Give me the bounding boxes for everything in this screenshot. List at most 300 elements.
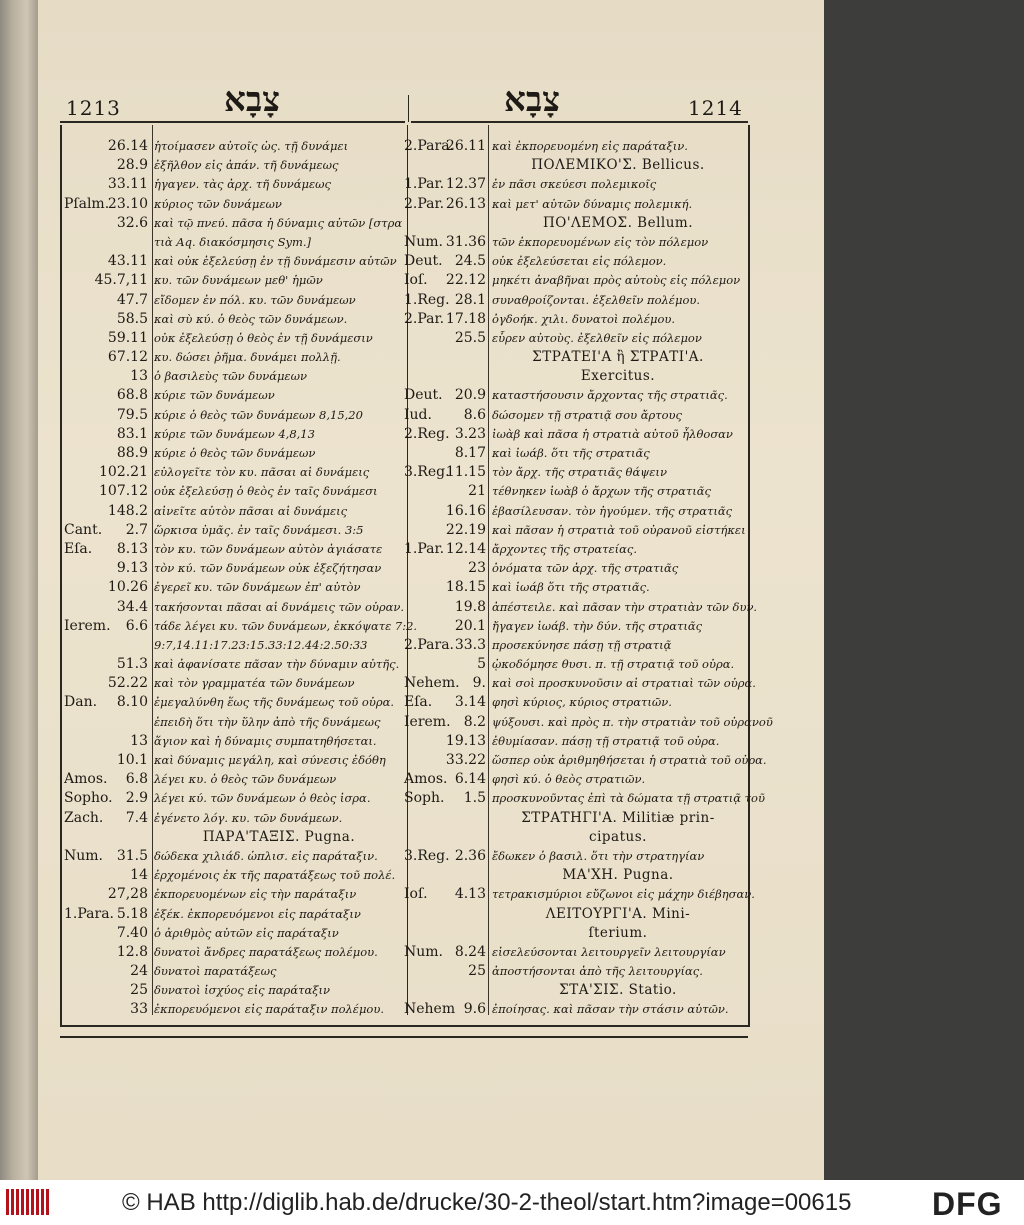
verse-reference: 28.1 — [454, 291, 486, 308]
verse-reference: 10.1 — [116, 752, 148, 768]
book-label: Dan. — [64, 694, 98, 711]
book-label: 1.Par. — [404, 540, 445, 557]
index-row — [62, 675, 405, 694]
verse-reference: 26.14 — [107, 138, 148, 154]
book-label: Deut. — [404, 387, 443, 404]
verse-reference: 31.36 — [445, 233, 486, 250]
book-label: Amos. — [64, 771, 108, 788]
greek-quotation: οὐκ ἐξελεύσεται εἰς πόλεμον. — [492, 254, 667, 269]
greek-quotation: καὶ σὺ κύ. ὁ θεὸς τῶν δυνάμεων. — [154, 311, 348, 326]
book-label: 2.Par. — [404, 310, 445, 327]
verse-reference: 58.5 — [116, 310, 148, 327]
verse-reference: 9.6 — [463, 1001, 486, 1018]
verse-reference: 24.5 — [454, 253, 486, 270]
greek-quotation: συναθροίζονται. ἐξελθεῖν πολέμου. — [492, 292, 701, 307]
verse-reference: 21 — [468, 483, 486, 500]
verse-reference: 14 — [130, 867, 148, 884]
greek-quotation: φησὶ κύ. ὁ θεὸς στρατιῶν. — [492, 772, 646, 787]
greek-quotation: προσκυνοῦντας ἐπὶ τὰ δώματα τῇ στρατιᾷ τοῦ — [492, 791, 765, 806]
verse-reference: 8.2 — [463, 713, 486, 730]
greek-quotation: κύριε τῶν δυνάμεων 4,8,13 — [154, 426, 315, 441]
book-label: 2.Para. — [404, 636, 454, 653]
index-row — [402, 253, 747, 272]
book-label: Eſa. — [64, 540, 93, 557]
verse-reference: 12.14 — [445, 540, 486, 557]
book-label: Num. — [404, 233, 443, 250]
book-label: Ioſ. — [404, 886, 428, 903]
verse-reference: 34.4 — [116, 598, 148, 615]
index-row — [62, 196, 405, 215]
book-label: Ioſ. — [404, 272, 428, 289]
index-row — [62, 522, 405, 541]
right-column — [402, 138, 773, 1021]
index-row — [402, 886, 755, 905]
book-label: 1.Para. — [64, 905, 114, 922]
index-row — [62, 426, 405, 445]
index-row — [62, 579, 405, 598]
index-row — [62, 829, 405, 848]
index-row — [62, 215, 405, 234]
index-row — [402, 963, 747, 982]
index-row — [62, 292, 405, 311]
greek-quotation: ἐπειδὴ ὅτι τὴν ὕλην ἀπὸ τῆς δυνάμεως — [154, 714, 381, 729]
verse-reference: 27,28 — [107, 886, 148, 903]
greek-quotation: ἡτοίμασεν αὐτοῖς ὡς. τῇ δυνάμει — [154, 139, 349, 153]
section-heading: ΛΕΙΤΟΥΡΓΙ'Α. Mini- — [545, 905, 691, 922]
index-row — [402, 368, 747, 387]
index-row — [62, 982, 405, 1001]
verse-reference: 33.22 — [445, 752, 486, 768]
index-row — [402, 407, 747, 426]
greek-quotation: ἔδωκεν ὁ βασιλ. ὅτι τὴν στρατηγίαν — [492, 848, 705, 863]
greek-quotation: ἐρχομένοις ἐκ τῆς παρατάξεως τοῦ πολέ. — [154, 868, 396, 883]
greek-quotation: ἐξῆλθον εἰς ἀπάν. τῆ δυνάμεως — [154, 158, 339, 173]
book-label: 1.Reg. — [404, 291, 450, 308]
verse-reference: 26.13 — [445, 195, 486, 212]
index-row — [402, 483, 747, 502]
greek-quotation: ἅγιον καὶ ἡ δύναμις συμπατηθήσεται. — [154, 733, 377, 748]
left-hebrew-heading: צָבָא — [224, 80, 281, 120]
verse-reference: 2.9 — [125, 790, 148, 807]
greek-quotation: ἐκπορευόμενοι εἰς παράταξιν πολέμου. — [154, 1002, 384, 1017]
greek-quotation: λέγει κυ. ὁ θεὸς τῶν δυνάμεων — [154, 772, 337, 787]
verse-reference: 12.37 — [445, 176, 486, 193]
section-heading: ΠΑΡΑ'ΤΑΞΙΣ. Pugna. — [202, 828, 356, 845]
index-row — [402, 426, 747, 445]
verse-reference: 25 — [468, 963, 486, 980]
greek-quotation: δυνατοὶ ἄνδρες παρατάξεως πολέμου. — [154, 944, 378, 959]
verse-reference: 20.1 — [454, 617, 486, 634]
greek-quotation: δώδεκα χιλιάδ. ὡπλισ. εἰς παράταξιν. — [154, 848, 378, 863]
verse-reference: 59.11 — [107, 329, 148, 346]
greek-quotation: δυνατοὶ παρατάξεως — [154, 964, 277, 979]
verse-reference: 9. — [472, 675, 486, 692]
verse-reference: 8.6 — [463, 406, 486, 423]
index-row — [402, 771, 747, 790]
greek-quotation: ἐμεγαλύνθη ἕως τῆς δυνάμεως τοῦ οὐρα. — [154, 695, 395, 710]
greek-quotation: ὁ βασιλεὺς τῶν δυνάμεων — [154, 369, 307, 384]
verse-reference: 19.13 — [445, 732, 486, 749]
verse-reference: 45.7,11 — [94, 272, 148, 289]
greek-quotation: εὐλογεῖτε τὸν κυ. πᾶσαι αἱ δυνάμεις — [154, 465, 370, 480]
greek-quotation: καὶ ἰωάβ ὅτι τῆς στρατιᾶς. — [492, 580, 650, 595]
verse-reference: 47.7 — [116, 291, 148, 308]
book-label: 1.Par. — [404, 176, 445, 193]
verse-reference: 8.24 — [454, 943, 486, 960]
index-row — [62, 272, 405, 291]
verse-reference: 23.10 — [107, 195, 148, 212]
index-row — [402, 694, 747, 713]
greek-quotation: ἐκπορευομένων εἰς τὴν παράταξιν — [154, 887, 357, 902]
greek-quotation: κυ. δώσει ῥῆμα. δυνάμει πολλῇ. — [154, 350, 341, 365]
section-heading: ΣΤΡΑΤΗΓΙ'Α. Militiæ prin- — [521, 809, 715, 826]
book-label: Zach. — [64, 809, 104, 826]
index-row — [62, 617, 418, 637]
left-page-number: 1213 — [66, 96, 121, 120]
index-row — [402, 138, 747, 157]
header-divider — [408, 95, 409, 122]
index-row — [62, 387, 405, 406]
index-row — [402, 656, 747, 675]
verse-reference: 23 — [468, 560, 486, 577]
index-row — [402, 848, 747, 867]
section-heading: cipatus. — [589, 828, 647, 845]
book-label: 2.Reg. — [404, 425, 450, 442]
book-label: Sopho. — [64, 790, 113, 807]
verse-reference: 24 — [130, 963, 148, 980]
verse-reference: 52.22 — [107, 675, 148, 692]
index-row — [402, 944, 747, 963]
verse-reference: 102.21 — [99, 464, 148, 481]
verse-reference: 51.3 — [116, 656, 148, 673]
verse-reference: 10.26 — [107, 579, 148, 596]
verse-reference: 8.13 — [116, 540, 148, 557]
greek-quotation: φησὶ κύριος, κύριος στρατιῶν. — [492, 695, 672, 710]
verse-reference: 19.8 — [454, 598, 486, 615]
book-label: 3.Reg. — [404, 847, 450, 864]
greek-quotation: κύριε τῶν δυνάμεων — [154, 388, 275, 403]
verse-reference: 31.5 — [116, 847, 148, 864]
verse-reference: 6.14 — [454, 771, 486, 788]
greek-quotation: λέγει κύ. τῶν δυνάμεων ὁ θεὸς ἰσρα. — [154, 791, 371, 806]
index-row — [402, 579, 747, 598]
greek-quotation: καὶ ἐκπορευομένη εἰς παράταξιν. — [492, 139, 688, 153]
verse-reference: 11.15 — [445, 464, 486, 481]
verse-reference: 107.12 — [99, 483, 148, 500]
index-row — [402, 560, 747, 579]
verse-reference: 16.16 — [445, 502, 486, 519]
verse-reference: 8.10 — [116, 694, 148, 711]
verse-reference: 68.8 — [116, 387, 148, 404]
verse-reference: 33.11 — [107, 176, 148, 193]
verse-reference: 79.5 — [116, 406, 148, 423]
index-row — [62, 503, 405, 522]
greek-quotation: τὸν κυ. τῶν δυνάμεων αὐτὸν ἁγιάσατε — [154, 541, 383, 556]
index-row — [62, 714, 405, 733]
index-row — [402, 733, 747, 752]
index-row — [402, 234, 747, 253]
greek-quotation: τῶν ἐκπορευομένων εἰς τὸν πόλεμον — [492, 234, 709, 249]
index-row — [62, 407, 405, 426]
section-heading: ΠΟ'ΛΕΜΟΣ. Bellum. — [542, 214, 693, 231]
greek-quotation: ἰωὰβ καὶ πᾶσα ἡ στρατιὰ αὐτοῦ ἦλθοσαν — [492, 426, 733, 441]
footer-copyright-link[interactable]: © HAB http://diglib.hab.de/drucke/30-2-theol/start.htm?image=00615 — [122, 1189, 852, 1216]
index-row — [62, 368, 405, 387]
greek-quotation: ἄρχοντες τῆς στρατείας. — [492, 541, 638, 556]
greek-quotation: ἐγένετο λόγ. κυ. τῶν δυνάμεων. — [154, 810, 343, 825]
greek-quotation: ἀποστήσονται ἀπὸ τῆς λειτουργίας. — [492, 964, 703, 979]
verse-reference: 67.12 — [107, 349, 148, 366]
index-row — [62, 445, 405, 464]
verse-reference: 28.9 — [116, 157, 148, 174]
index-row — [402, 906, 747, 925]
verse-reference: 25 — [130, 982, 148, 999]
verse-reference: 12.8 — [116, 943, 148, 960]
greek-quotation: ἐβασίλευσαν. τὸν ἡγούμεν. τῆς στρατιᾶς — [492, 503, 733, 518]
verse-reference: 17.18 — [445, 310, 486, 327]
verse-reference: 4.13 — [454, 886, 486, 903]
header-rule-left — [60, 121, 405, 123]
index-row — [62, 656, 405, 675]
index-row — [62, 867, 405, 886]
index-row — [62, 944, 405, 963]
verse-reference: 88.9 — [116, 445, 148, 461]
index-row — [62, 771, 405, 790]
verse-reference: 13 — [130, 368, 148, 385]
greek-quotation: οὐκ ἐξελεύσῃ ὁ θεὸς ἐν ταῖς δυνάμεσι — [154, 484, 378, 499]
verse-reference: 6.6 — [125, 617, 148, 634]
greek-quotation: τιὰ Aq. διακόσμησις Sym.] — [154, 234, 312, 249]
index-row — [402, 387, 747, 406]
index-row — [402, 215, 747, 234]
verse-reference: 2.36 — [454, 847, 486, 864]
index-row — [62, 694, 405, 713]
index-row — [402, 541, 747, 560]
index-row — [62, 906, 405, 925]
index-row — [62, 253, 405, 272]
bottom-rule — [60, 1036, 748, 1038]
verse-reference: 1.5 — [463, 790, 486, 807]
index-row — [62, 464, 405, 483]
greek-quotation: καὶ οὐκ ἐξελεύσῃ ἐν τῇ δυνάμεσιν αὐτῶν — [154, 254, 397, 269]
verse-reference: 3.14 — [454, 694, 486, 711]
greek-quotation: εὗρεν αὐτοὺς. ἐξελθεῖν εἰς πόλεμον — [492, 330, 702, 345]
greek-quotation: καὶ πᾶσαν ἡ στρατιὰ τοῦ οὐρανοῦ εἱστήκει — [492, 522, 746, 537]
greek-quotation: ἐποίησας. καὶ πᾶσαν τὴν στάσιν αὐτῶν. — [492, 1002, 729, 1017]
verse-reference: 148.2 — [107, 502, 148, 519]
book-label: Cant. — [64, 521, 103, 538]
index-row — [402, 196, 747, 215]
verse-reference: 5 — [477, 656, 486, 673]
greek-quotation: ὥσπερ οὐκ ἀριθμηθήσεται ἡ στρατιὰ τοῦ οὐρα. — [492, 753, 767, 767]
greek-quotation: ἤγαγεν ἰωάβ. τὴν δύν. τῆς στρατιᾶς — [492, 618, 703, 633]
greek-quotation: τάδε λέγει κυ. τῶν δυνάμεων, ἐκκόψατε 7:2. — [154, 618, 418, 633]
index-row — [402, 157, 747, 176]
greek-quotation: αἰνεῖτε αὐτὸν πᾶσαι αἱ δυνάμεις — [154, 503, 348, 518]
greek-quotation: ἐγερεῖ κυ. τῶν δυνάμεων ἐπ' αὐτὸν — [154, 580, 361, 595]
index-row — [62, 790, 405, 809]
book-label: Num. — [64, 847, 103, 864]
index-row — [62, 925, 405, 944]
index-row — [402, 982, 747, 1001]
book-label: Deut. — [404, 253, 443, 270]
index-row — [62, 349, 405, 368]
verse-reference: 33.3 — [454, 636, 486, 653]
index-row — [402, 925, 747, 944]
index-row — [402, 464, 747, 483]
book-label: Num. — [404, 943, 443, 960]
index-row — [402, 311, 747, 330]
greek-quotation: τακήσονται πᾶσαι αἱ δυνάμεις τῶν οὐραν. — [154, 599, 405, 614]
section-heading: ΣΤΡΑΤΕΙ'Α ἢ ΣΤΡΑΤΙ'Α. — [532, 349, 704, 366]
right-page-number: 1214 — [688, 96, 743, 120]
index-row — [62, 1001, 405, 1020]
index-row — [62, 311, 405, 330]
index-row — [62, 733, 405, 752]
greek-quotation: 9:7,14.11:17.23:15.33:12.44:2.50:33 — [154, 637, 368, 652]
greek-quotation: ὁ ἀριθμὸς αὐτῶν εἰς παράταξιν — [154, 925, 339, 940]
greek-quotation: εἴδομεν ἐν πόλ. κυ. τῶν δυνάμεων — [154, 292, 356, 307]
index-row — [402, 503, 747, 522]
greek-quotation: προσεκύνησε πάσῃ τῇ στρατιᾷ — [492, 637, 672, 652]
greek-quotation: καὶ ἀφανίσατε πᾶσαν τὴν δύναμιν αὐτῆς. — [154, 657, 400, 672]
verse-reference: 5.18 — [116, 905, 148, 922]
index-row — [62, 752, 405, 771]
book-label: Ierem. — [64, 617, 111, 634]
book-label: Pſalm. — [64, 195, 110, 212]
index-row — [402, 618, 747, 637]
section-heading: Exercitus. — [580, 368, 656, 385]
greek-quotation: τὸν ἄρχ. τῆς στρατιᾶς θάψειν — [492, 465, 667, 480]
section-heading: ΠΟΛΕΜΙΚΟ'Σ. Bellicus. — [531, 157, 705, 174]
index-row — [402, 867, 747, 886]
greek-quotation: μηκέτι ἀναβῆναι πρὸς αὐτοὺς εἰς πόλεμον — [492, 273, 741, 288]
index-row — [402, 292, 747, 311]
greek-quotation: ψύξουσι. καὶ πρὸς π. τὴν στρατιὰν τοῦ οὐρανοῦ — [492, 714, 773, 729]
index-row — [62, 560, 405, 579]
index-row — [62, 157, 405, 176]
greek-quotation: ὀγδοήκ. χιλι. δυνατοὶ πολέμου. — [492, 311, 676, 326]
verse-reference: 7.4 — [125, 809, 148, 826]
index-row — [402, 522, 747, 541]
index-row — [62, 330, 405, 349]
header-rule-right — [411, 121, 748, 123]
index-row — [402, 637, 747, 656]
greek-quotation: ἐν πᾶσι σκεύεσι πολεμικοῖς — [492, 177, 657, 192]
book-label: Ierem. — [404, 713, 451, 730]
greek-quotation: ᾠκοδόμησε θυσι. π. τῇ στρατιᾷ τοῦ οὐρα. — [492, 657, 735, 672]
section-heading: ΜΑ'ΧΗ. Pugna. — [562, 867, 674, 884]
greek-quotation: τέθνηκεν ἰωὰβ ὁ ἄρχων τῆς στρατιᾶς — [492, 484, 711, 499]
greek-quotation: τὸν κύ. τῶν δυνάμεων οὐκ ἐξεζήτησαν — [154, 561, 382, 576]
index-row — [402, 272, 747, 291]
greek-quotation: ὀνόματα τῶν ἀρχ. τῆς στρατιᾶς — [492, 561, 679, 576]
section-heading: ſterium. — [588, 924, 648, 941]
greek-quotation: κύριος τῶν δυνάμεων — [154, 196, 282, 211]
greek-quotation: δώσομεν τῇ στρατιᾷ σου ἄρτους — [492, 407, 682, 422]
verse-reference: 13 — [130, 732, 148, 749]
dfg-logo: DFG — [932, 1186, 1003, 1222]
index-row — [402, 713, 773, 733]
greek-quotation: καὶ μετ' αὐτῶν δύναμις πολεμική. — [492, 196, 693, 211]
index-row — [402, 829, 747, 848]
book-label: Iud. — [404, 406, 432, 423]
index-row — [62, 637, 405, 656]
greek-quotation: ὥρκισα ὑμᾶς. ἐν ταῖς δυνάμεσι. 3:5 — [154, 522, 364, 537]
index-row — [62, 599, 405, 618]
greek-quotation: ἀπέστειλε. καὶ πᾶσαν τὴν στρατιὰν τῶν δυν. — [492, 599, 758, 614]
verse-reference: 18.15 — [445, 579, 486, 596]
section-heading: ΣΤΑ'ΣΙΣ. Statio. — [559, 982, 677, 999]
book-label: 2.Para. — [404, 138, 454, 154]
verse-reference: 9.13 — [116, 560, 148, 577]
book-label: Soph. — [404, 790, 445, 807]
greek-quotation: ἡγαγεν. τὰς ἀρχ. τῆ δυνάμεως — [154, 177, 331, 192]
index-row — [402, 445, 747, 464]
verse-reference: 8.17 — [454, 445, 486, 461]
greek-quotation: καὶ σοὶ προσκυνοῦσιν αἱ στρατιαὶ τῶν οὐρα. — [492, 676, 756, 691]
index-row — [402, 810, 747, 829]
verse-reference: 83.1 — [116, 425, 148, 442]
index-row — [62, 886, 405, 905]
index-row — [62, 810, 405, 829]
index-row — [402, 330, 747, 349]
greek-quotation: τετρακισμύριοι εὔζωνοι εἰς μάχην διέβησαν. — [492, 887, 755, 902]
greek-quotation: καὶ τῷ πνεύ. πᾶσα ἡ δύναμις αὐτῶν [στρα — [154, 215, 403, 230]
index-row — [402, 752, 767, 771]
greek-quotation: οὐκ ἐξελεύσῃ ὁ θεὸς ἐν τῇ δυνάμεσιν — [154, 330, 373, 345]
verse-reference: 22.19 — [445, 521, 486, 538]
verse-reference: 26.11 — [445, 138, 486, 154]
greek-quotation: καὶ τὸν γραμματέα τῶν δυνάμεων — [154, 676, 355, 691]
greek-quotation: καὶ δύναμις μεγάλη, καὶ σύνεσις ἐδόθη — [154, 753, 386, 767]
book-label: 3.Reg. — [404, 464, 450, 481]
index-row — [62, 234, 405, 253]
verse-reference: 7.40 — [116, 924, 148, 941]
greek-quotation: ἐθυμίασαν. πάσῃ τῇ στρατιᾷ τοῦ οὐρα. — [492, 733, 720, 748]
hab-logo-icon — [6, 1189, 49, 1215]
greek-quotation: καὶ ἰωάβ. ὅτι τῆς στρατιᾶς — [492, 446, 650, 460]
verse-reference: 3.23 — [454, 425, 486, 442]
index-row — [402, 176, 747, 195]
right-hebrew-heading: צָבָא — [504, 80, 561, 120]
verse-reference: 20.9 — [454, 387, 486, 404]
verse-reference: 6.8 — [125, 771, 148, 788]
greek-quotation: εἰσελεύσονται λειτουργεῖν λειτουργίαν — [492, 944, 726, 959]
book-label: Nehem — [404, 1001, 456, 1018]
book-label: Eſa. — [404, 694, 433, 711]
greek-quotation: κυ. τῶν δυνάμεων μεθ' ἡμῶν — [154, 273, 323, 288]
index-row — [62, 541, 405, 560]
verse-reference: 2.7 — [125, 521, 148, 538]
index-row — [402, 349, 747, 368]
verse-reference: 25.5 — [454, 329, 486, 346]
verse-reference: 32.6 — [116, 214, 148, 231]
index-row — [62, 138, 405, 157]
verse-reference: 43.11 — [107, 253, 148, 270]
index-row — [402, 1001, 747, 1020]
book-label: 2.Par. — [404, 195, 445, 212]
facing-page-edge — [0, 0, 38, 1180]
verse-reference: 22.12 — [445, 272, 486, 289]
index-row — [62, 176, 405, 195]
index-row — [402, 598, 758, 618]
greek-quotation: κύριε ὁ θεὸς τῶν δυνάμεων — [154, 446, 316, 460]
index-row — [62, 963, 405, 982]
greek-quotation: δυνατοὶ ἰσχύος εἰς παράταξιν — [154, 983, 331, 998]
greek-quotation: ἐξέκ. ἐκπορευόμενοι εἰς παράταξιν — [154, 906, 361, 921]
index-row — [402, 675, 756, 694]
